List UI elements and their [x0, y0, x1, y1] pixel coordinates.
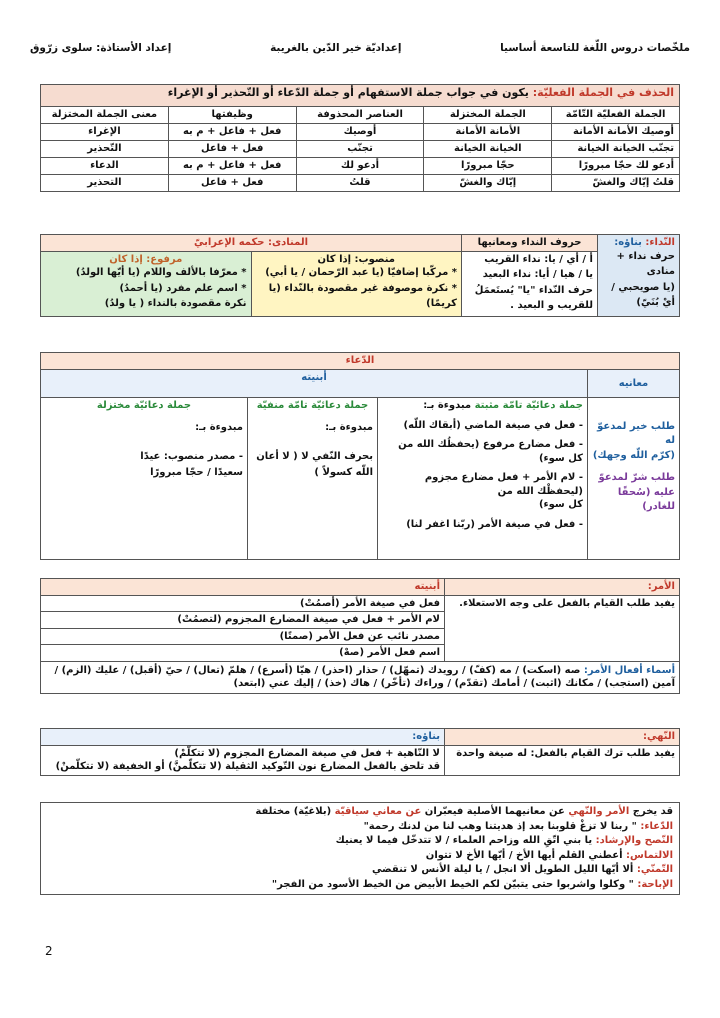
table-cell: أدعو لك: [296, 158, 424, 175]
page-header: [30, 42, 690, 58]
table-cell: التّحذير: [41, 141, 169, 158]
affirmative-title: جملة دعائيّة تامّة مثبتة: [474, 400, 583, 411]
table-cell: أدعو لك حجّا مبرورًا: [552, 158, 680, 175]
vocative-particles-header: حروف النداء ومعانيها: [462, 235, 598, 252]
table-cell: فعل + فاعل: [168, 141, 296, 158]
prohibition-line: لا النّاهية + فعل في صيغة المضارع المجزوم (لا تتكلّمْ): [174, 747, 440, 759]
item-label: التّمنّي:: [636, 864, 673, 875]
rhetorical-table: [40, 802, 680, 895]
ellipsis-title-row: [41, 85, 680, 107]
meaning-line: (كرّم اللّه وجهك): [592, 450, 675, 461]
table-cell: تجنّب الخيانة الخيانة: [552, 141, 680, 158]
vocative-structure-line: منادى: [646, 266, 675, 277]
header-course: ملخّصات دروس اللّغة للتاسعة أساسيا: [500, 42, 690, 54]
nominative-line: * معرّفا بالألف واللام (يا أيّها الولدُ): [75, 267, 247, 278]
supplication-affirmative-cell: [378, 398, 588, 560]
table-row: [41, 141, 680, 158]
vocative-section: [40, 234, 680, 317]
supplication-elliptical-cell: [41, 398, 248, 560]
intro-highlight: عن معاني سياقيّة: [334, 806, 422, 817]
vocative-structure-label: بناؤه:: [614, 237, 642, 248]
item-label: الالتماس:: [626, 849, 673, 861]
vocative-nominative-cell: [41, 251, 252, 316]
supplication-table: [40, 352, 680, 560]
rhetorical-section: [40, 802, 680, 895]
vocative-particles-cell: [462, 251, 598, 316]
column-header: العناصر المحذوفة: [296, 107, 424, 124]
imperative-structure: فعل في صيغة الأمر (أصمُتْ): [41, 595, 445, 612]
ellipsis-section: [40, 84, 680, 192]
table-cell: قلتُ: [296, 175, 424, 192]
table-row: [41, 158, 680, 175]
imperative-structure: اسم فعل الأمر (صهْ): [41, 645, 445, 662]
page-number: 2: [45, 944, 53, 958]
prohibition-line: قد تلحق بالفعل المضارع نون التّوكيد الثقيلة (لا تتكلّمنَّ) أو الخفيفة (لا تتكلّمنْ): [55, 761, 440, 772]
item-label: الدّعاء:: [640, 820, 673, 832]
column-header: معنى الجملة المختزلة: [41, 107, 169, 124]
vocative-structure-line: أيْ بُنَيّ): [636, 297, 675, 308]
item-label: النّصح والإرشاد:: [595, 835, 673, 846]
item-label: الإباحة:: [637, 878, 673, 890]
supplication-meanings-header: معانيه: [588, 370, 680, 398]
verb-names-label: أسماء أفعال الأمر:: [583, 664, 675, 676]
table-row: [41, 175, 680, 192]
affirmative-line: - لام الأمر + فعل مضارع مجزوم (ليحفظْك الله من: [424, 472, 583, 497]
supplication-structures-header: أبنيته: [41, 370, 588, 398]
negative-sub: مبدوءة بـ:: [325, 421, 373, 433]
accusative-line: كريمًا): [426, 298, 457, 309]
intro-highlight: الأمر والنّهي: [568, 806, 630, 817]
nominative-line: نكرة مقصودة بالنداء ( يا ولدُ): [104, 298, 247, 309]
verb-names-line2: آمين (استجب) / مكانك (اثبت) / أمامك (تقدّم) / وراءك (تأخّر) / هاك (خذ) / إليك عني (ابتعد): [233, 678, 675, 689]
prohibition-meaning: يفيد طلب ترك القيام بالفعل: له صيغة واحدة: [445, 745, 680, 775]
prohibition-table: [40, 728, 680, 776]
accusative-title: منصوب: إذا كان: [317, 253, 395, 265]
intro-text: قد يخرج: [632, 806, 673, 817]
table-row: [41, 124, 680, 141]
prohibition-section: [40, 728, 680, 776]
affirmative-line: - فعل مضارع مرفوع (يحفظُك الله من كل سوء): [398, 439, 583, 464]
affirmative-line: - فعل في صيغة الماضي (أبقاك اللّه): [403, 419, 583, 431]
supplication-title: الدّعاء: [41, 353, 680, 370]
prohibition-title: النّهي:: [445, 729, 680, 746]
intro-text: (بلاغيّة) مختلفة: [255, 806, 332, 817]
rhetorical-item: [47, 878, 673, 893]
rhetorical-item: [47, 849, 673, 864]
table-cell: أوصيك الأمانة الأمانة: [552, 124, 680, 141]
supplication-section: [40, 352, 680, 560]
particles-line: يا / هيا / أيا: نداء البعيد: [482, 269, 593, 280]
imperative-structure: مصدر نائب عن فعل الأمر (صمتًا): [41, 628, 445, 645]
nominative-title: مرفوع: إذا كان: [109, 253, 183, 265]
column-header: وظيفتها: [168, 107, 296, 124]
negative-title: جملة دعائيّة تامّة منفيّة: [256, 400, 369, 411]
ellipsis-header-row: [41, 107, 680, 124]
particles-line: حرف النّداء "يا" يُستَعمَلُ: [474, 284, 593, 296]
table-cell: الأمانة الأمانة: [424, 124, 552, 141]
vocative-structure-line: (يا صويحبي /: [611, 281, 675, 293]
column-header: الجملة المختزلة: [424, 107, 552, 124]
ellipsis-title-label: الحذف في الجملة الفعليّة:: [532, 86, 674, 99]
column-header: الجملة الفعليّة التّامّة: [552, 107, 680, 124]
table-cell: الدعاء: [41, 158, 169, 175]
particles-line: أ / أي / يا: نداء القريب: [484, 253, 593, 265]
rhetorical-cell: [41, 803, 680, 895]
table-cell: الإغراء: [41, 124, 169, 141]
item-text: يا بني اتّقِ الله وزاحم العلماء / لا تتدخّل فيما لا يعنيك: [335, 835, 593, 846]
table-cell: قلتُ إيّاك والغشّ: [552, 175, 680, 192]
vocative-title: النّداء:: [645, 237, 675, 248]
supplication-meanings-cell: [588, 398, 680, 560]
table-cell: فعل + فاعل: [168, 175, 296, 192]
nominative-line: * اسم علم مفرد (يا أحمدُ): [119, 282, 247, 294]
vocative-structure-cell: [598, 235, 680, 317]
rhetorical-item: [47, 834, 673, 849]
vocative-accusative-cell: [251, 251, 462, 316]
affirmative-line: - فعل في صيغة الأمر (ربّنا اغفر لنا): [406, 518, 583, 530]
header-school: إعداديّة خير الدّين بالغريبة: [270, 42, 402, 54]
imperative-meaning: يفيد طلب القيام بالفعل على وجه الاستعلاء.: [445, 595, 680, 661]
item-text: " وكلوا واشربوا حتى يتبيّن لكم الخيط الأبيض من الخيط الأسود من الفجر": [271, 878, 634, 890]
elliptical-line: سعيدًا / حجّا مبرورًا: [150, 466, 243, 478]
affirmative-line: كل سوء): [538, 499, 583, 510]
accusative-line: * مركّبا إضافيّا (يا عبد الرّحمان / يا أبي): [265, 267, 457, 278]
rhetorical-item: [47, 820, 673, 835]
rhetorical-intro: [47, 805, 673, 820]
particles-line: للقريب و البعيد .: [510, 300, 593, 311]
prohibition-structure-cell: [41, 745, 445, 775]
elliptical-sub: مبدوءة بـ:: [195, 421, 243, 433]
intro-text: عن معانيهما الأصلية فيعبّران: [424, 806, 565, 817]
table-cell: تجنّب: [296, 141, 424, 158]
imperative-title: الأمر:: [445, 579, 680, 596]
ellipsis-title-text: يكون في جواب جملة الاستفهام أو جملة الدّعاء أو التّحذير أو الإغراء: [167, 86, 529, 99]
rhetorical-item: [47, 863, 673, 878]
table-cell: الخيانة الخيانة: [424, 141, 552, 158]
negative-line: بحرف النّفي لا ( لا أعان: [256, 451, 373, 462]
imperative-section: [40, 578, 680, 694]
item-text: أعطني القلم أيها الأخ / أيّها الأخ لا تتوان: [425, 849, 623, 861]
verb-names-line1: صه (اسكت) / مه (كفّ) / رويدك (تمهّل) / حذار (احذر) / هيّا (أسرع) / هلمّ (تعال) / حيّ (أقبل) / عليك (الزم) /: [54, 664, 581, 676]
table-cell: أوصيك: [296, 124, 424, 141]
vocative-table: [40, 234, 680, 317]
item-text: ألا أيّها الليل الطويل ألا انجل / يا ليلة الأنس لا تنقضي: [371, 864, 634, 875]
vocative-case-header: المنادى: حكمه الإعرابيّ: [41, 235, 462, 252]
table-cell: فعل + فاعل + م به: [168, 124, 296, 141]
prohibition-structure-title: بناؤه:: [41, 729, 445, 746]
item-text: " ربنا لا تزغْ قلوبنا بعد إذ هديتنا وهب لنا من لدنك رحمة": [363, 820, 637, 832]
table-cell: فعل + فاعل + م به: [168, 158, 296, 175]
meaning-line: طلب شرّ لمدعوّ: [598, 471, 675, 483]
table-cell: حجّا مبرورًا: [424, 158, 552, 175]
vocative-structure-line: حرف نداء +: [616, 250, 675, 262]
accusative-line: * نكرة موصوفة غير مقصودة بالنّداء (يا: [268, 282, 457, 294]
imperative-structure: لام الأمر + فعل في صيغة المضارع المجزوم (لتصمُتْ): [41, 612, 445, 629]
imperative-verb-names: [41, 661, 680, 693]
affirmative-sub: مبدوءة بـ:: [423, 400, 472, 411]
table-cell: التحذير: [41, 175, 169, 192]
supplication-negative-cell: [248, 398, 378, 560]
meaning-line: طلب خير لمدعوّ له: [597, 421, 675, 446]
header-teacher: إعداد الأستاذة: سلوى زرّوق: [30, 42, 172, 54]
imperative-table: [40, 578, 680, 694]
ellipsis-table: [40, 84, 680, 192]
table-cell: إيّاك والغشّ: [424, 175, 552, 192]
elliptical-line: - مصدر منصوب: عيدًا: [140, 451, 243, 462]
meaning-line: عليه (سُحقًا للغادر): [617, 487, 675, 512]
elliptical-title: جملة دعائيّة مختزلة: [96, 400, 192, 411]
imperative-structures-title: أبنيته: [41, 579, 445, 596]
negative-line: اللّه كسولاً ): [314, 466, 373, 478]
